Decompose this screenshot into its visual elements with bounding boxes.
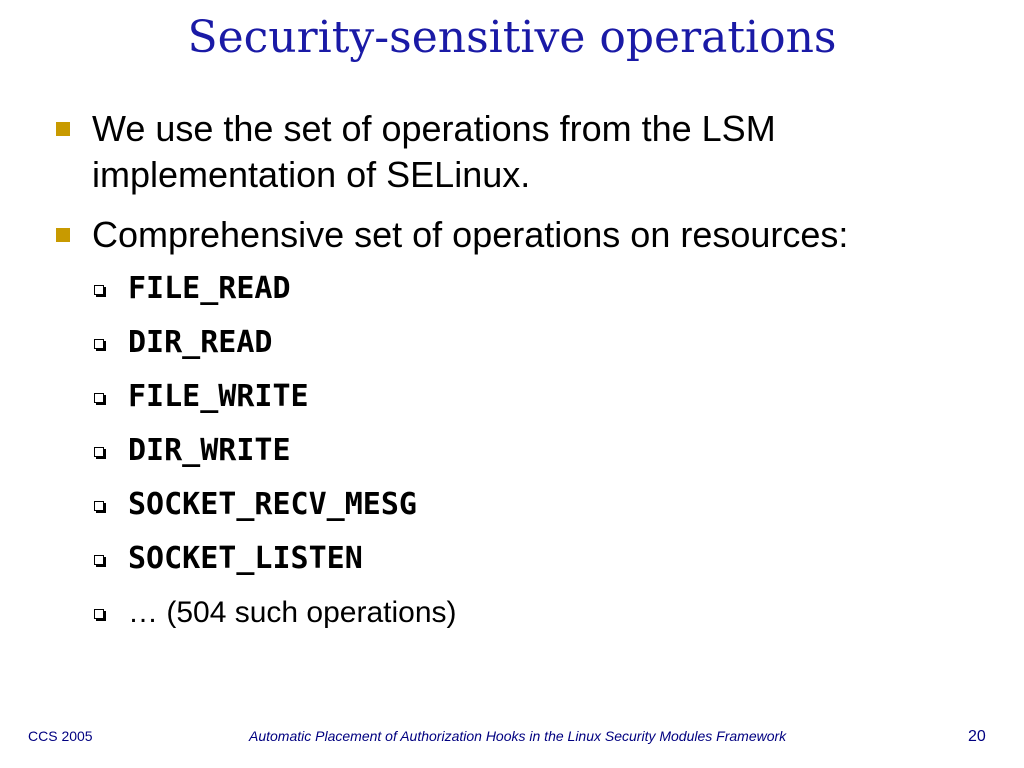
- hollow-square-bullet-icon: [94, 555, 104, 565]
- bullet-text: We use the set of operations from the LSM implementation of SELinux.: [92, 108, 776, 195]
- footer-conference: CCS 2005: [28, 728, 93, 744]
- operation-item: [94, 316, 994, 370]
- operation-name: FILE_READ: [128, 271, 291, 306]
- operation-item: [94, 370, 994, 424]
- operation-name: SOCKET_LISTEN: [128, 541, 363, 576]
- operation-ellipsis-text: … (504 such operations): [128, 596, 457, 629]
- bullet-text: Comprehensive set of operations on resources:: [92, 214, 849, 255]
- bullet-item: [54, 106, 994, 198]
- operation-name: DIR_WRITE: [128, 433, 291, 468]
- operation-name: DIR_READ: [128, 325, 273, 360]
- page-number: 20: [968, 728, 986, 745]
- operation-name: SOCKET_RECV_MESG: [128, 487, 417, 522]
- hollow-square-bullet-icon: [94, 339, 104, 349]
- bullet-list: [54, 106, 994, 272]
- square-bullet-icon: [56, 122, 70, 136]
- operation-item: [94, 586, 994, 640]
- square-bullet-icon: [56, 228, 70, 242]
- operation-item: [94, 424, 994, 478]
- bullet-item: [54, 212, 994, 258]
- hollow-square-bullet-icon: [94, 393, 104, 403]
- operation-item: [94, 262, 994, 316]
- slide-title: Security-sensitive operations: [187, 12, 837, 63]
- operation-name: FILE_WRITE: [128, 379, 309, 414]
- operation-item: [94, 478, 994, 532]
- operations-list: [94, 262, 994, 640]
- footer-paper-title: Automatic Placement of Authorization Hooks in the Linux Security Modules Framework: [249, 728, 787, 744]
- hollow-square-bullet-icon: [94, 447, 104, 457]
- operation-item: [94, 532, 994, 586]
- hollow-square-bullet-icon: [94, 285, 104, 295]
- hollow-square-bullet-icon: [94, 609, 104, 619]
- hollow-square-bullet-icon: [94, 501, 104, 511]
